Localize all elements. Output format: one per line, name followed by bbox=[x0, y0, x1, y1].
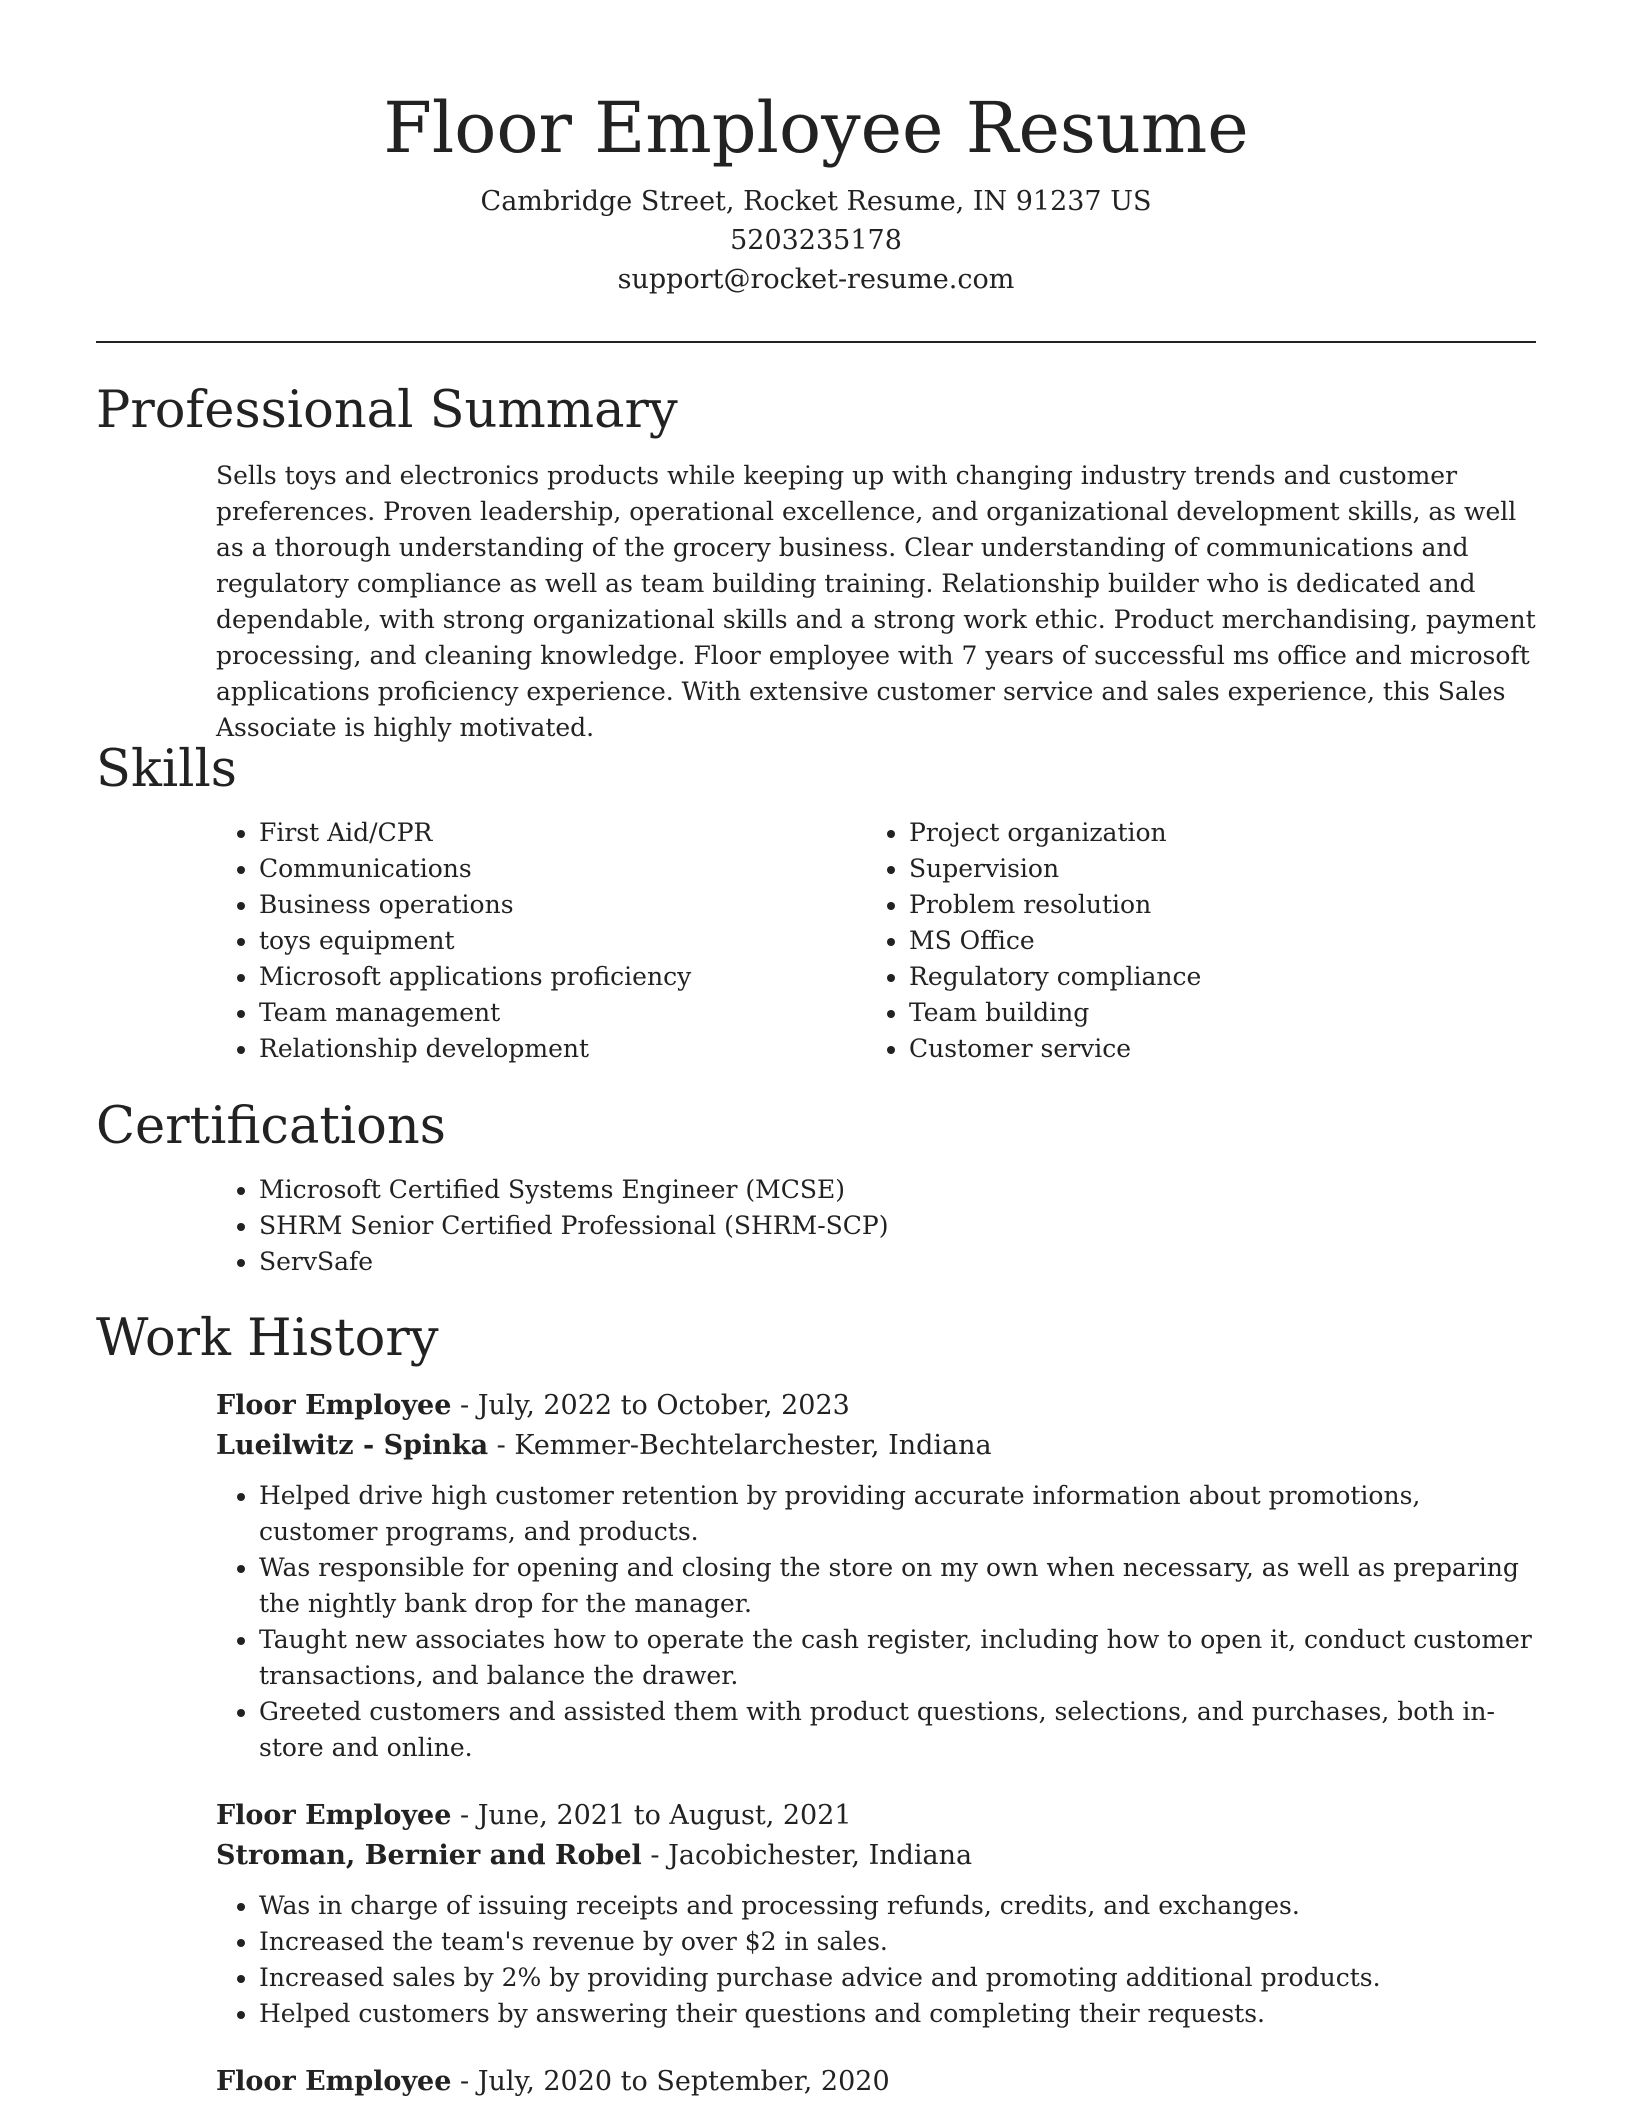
job-bullets bbox=[216, 1888, 1539, 2032]
job-title: Floor Employee bbox=[216, 1800, 452, 1831]
job-dates: - June, 2021 to August, 2021 bbox=[451, 1800, 852, 1831]
summary-section bbox=[96, 378, 1536, 746]
section-heading-skills: Skills bbox=[96, 740, 237, 799]
skill-item: • Team management bbox=[259, 995, 864, 1031]
job-bullet: • Greeted customers and assisted them with product questions, selections, and purchases, both in-store and online. bbox=[259, 1694, 1539, 1766]
skills-columns bbox=[96, 815, 1536, 1067]
job-bullet: • Helped drive high customer retention by providing accurate information about promotions, customer programs, and products. bbox=[259, 1478, 1539, 1550]
job-title: Floor Employee bbox=[216, 1390, 452, 1421]
skill-item: • Project organization bbox=[909, 815, 1514, 851]
job-dates: - July, 2022 to October, 2023 bbox=[451, 1390, 850, 1421]
skill-item: • Microsoft applications proficiency bbox=[259, 959, 864, 995]
job-company-line bbox=[216, 1836, 1536, 1876]
section-heading-certifications: Certifications bbox=[96, 1097, 446, 1156]
address: Cambridge Street, Rocket Resume, IN 91237 US bbox=[480, 186, 1152, 217]
skills-list-left bbox=[216, 815, 864, 1067]
contact-info bbox=[0, 182, 1632, 299]
phone: 5203235178 bbox=[730, 225, 902, 256]
job-company-line bbox=[216, 1426, 1536, 1466]
skills-list-right bbox=[866, 815, 1514, 1067]
job-company: Lueilwitz - Spinka bbox=[216, 1430, 489, 1461]
job-entry bbox=[216, 2062, 1536, 2102]
summary-text: Sells toys and electronics products while keeping up with changing industry trends and customer preferences. Proven leadership, operational excellence, and organizational development skills, as well as a thorough understanding of the grocery business. Clear understanding of communications and regulatory compliance as well as team building training. Relationship builder who is dedicated and dependable, with strong organizational skills and a strong work ethic. Product merchandising, payment processing, and cleaning knowledge. Floor employee with 7 years of successful ms office and microsoft applications proficiency experience. With extensive customer service and sales experience, this Sales Associate is highly motivated. bbox=[216, 461, 1536, 742]
job-title-line bbox=[216, 2062, 1536, 2102]
job-bullet: • Taught new associates how to operate the cash register, including how to open it, conduct customer transactions, and balance the drawer. bbox=[259, 1622, 1539, 1694]
job-entry bbox=[216, 1796, 1536, 2032]
certifications-list bbox=[216, 1172, 1536, 1280]
certification-item: • SHRM Senior Certified Professional (SHRM-SCP) bbox=[259, 1208, 1536, 1244]
job-bullet: • Helped customers by answering their questions and completing their requests. bbox=[259, 1996, 1539, 2032]
certification-item: • ServSafe bbox=[259, 1244, 1536, 1280]
email: support@rocket-resume.com bbox=[617, 264, 1015, 295]
job-entry bbox=[216, 1386, 1536, 1766]
job-company: Stroman, Bernier and Robel bbox=[216, 1840, 642, 1871]
header-divider bbox=[96, 341, 1536, 343]
skill-item: • Problem resolution bbox=[909, 887, 1514, 923]
certification-item: • Microsoft Certified Systems Engineer (MCSE) bbox=[259, 1172, 1536, 1208]
certifications-section bbox=[96, 1094, 1536, 1280]
job-title-line bbox=[216, 1796, 1536, 1836]
job-bullet: • Increased the team's revenue by over $2 in sales. bbox=[259, 1924, 1539, 1960]
job-title: Floor Employee bbox=[216, 2066, 452, 2097]
job-bullet: • Was in charge of issuing receipts and processing refunds, credits, and exchanges. bbox=[259, 1888, 1539, 1924]
skill-item: • Team building bbox=[909, 995, 1514, 1031]
job-title-line bbox=[216, 1386, 1536, 1426]
skill-item: • MS Office bbox=[909, 923, 1514, 959]
job-bullet: • Was responsible for opening and closing the store on my own when necessary, as well as preparing the nightly bank drop for the manager. bbox=[259, 1550, 1539, 1622]
work-history-section bbox=[96, 1306, 1536, 2102]
section-heading-summary: Professional Summary bbox=[96, 381, 678, 440]
job-location: - Jacobichester, Indiana bbox=[641, 1840, 973, 1871]
skill-item: • toys equipment bbox=[259, 923, 864, 959]
job-location: - Kemmer-Bechtelarchester, Indiana bbox=[488, 1430, 992, 1461]
skills-section bbox=[96, 737, 1536, 1067]
skill-item: • Customer service bbox=[909, 1031, 1514, 1067]
job-bullet: • Increased sales by 2% by providing purchase advice and promoting additional products. bbox=[259, 1960, 1539, 1996]
skill-item: • Regulatory compliance bbox=[909, 959, 1514, 995]
job-bullets bbox=[216, 1478, 1539, 1766]
skill-item: • Supervision bbox=[909, 851, 1514, 887]
resume-header bbox=[0, 0, 1632, 299]
skill-item: • Communications bbox=[259, 851, 864, 887]
skill-item: • Relationship development bbox=[259, 1031, 864, 1067]
skill-item: • Business operations bbox=[259, 887, 864, 923]
section-heading-work-history: Work History bbox=[96, 1309, 439, 1368]
resume-title: Floor Employee Resume bbox=[383, 87, 1249, 169]
job-dates: - July, 2020 to September, 2020 bbox=[451, 2066, 890, 2097]
skill-item: • First Aid/CPR bbox=[259, 815, 864, 851]
